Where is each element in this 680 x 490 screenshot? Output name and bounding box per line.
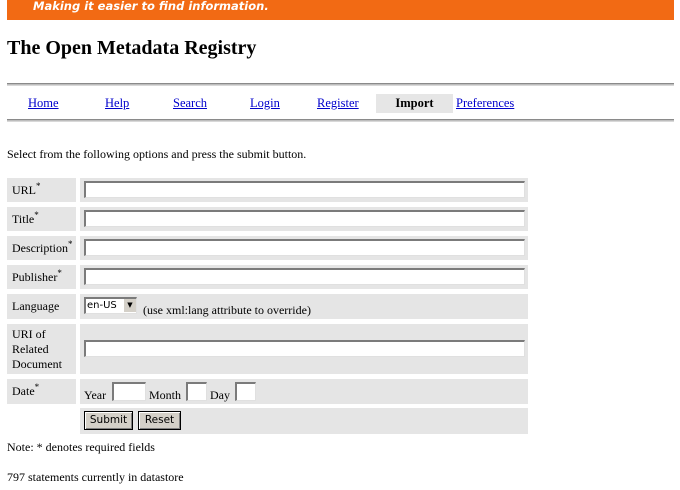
nav-home-link[interactable]: Home [28, 96, 59, 110]
url-label [7, 178, 76, 202]
year-input[interactable] [112, 382, 146, 401]
date-field-cell [80, 379, 528, 404]
language-selected-value: en-US [87, 300, 117, 311]
description-field-cell [80, 236, 528, 260]
chevron-down-icon[interactable]: ▼ [123, 299, 136, 312]
publisher-label-text: Publisher [12, 270, 58, 284]
nav-import-tab[interactable]: Import [376, 94, 453, 113]
description-label-text: Description [12, 241, 68, 255]
nav-help-link[interactable]: Help [105, 96, 130, 110]
nav-divider-top [7, 83, 674, 86]
site-banner [7, 0, 674, 20]
datastore-count: 797 statements currently in datastore [7, 470, 184, 484]
title-label [7, 207, 76, 231]
title-label-text: Title [12, 212, 35, 226]
description-required-mark: * [68, 239, 73, 249]
banner-tagline: Making it easier to find information. [33, 0, 269, 13]
date-label-text: Date [12, 384, 35, 398]
language-hint: (use xml:lang attribute to override) [143, 303, 311, 317]
month-input[interactable] [186, 382, 207, 401]
url-required-mark: * [36, 181, 41, 191]
page-title: The Open Metadata Registry [7, 37, 257, 59]
nav-search-link[interactable]: Search [173, 96, 208, 110]
reset-button[interactable]: Reset [138, 411, 181, 430]
date-required-mark: * [34, 382, 40, 392]
title-field-cell [80, 207, 528, 231]
related-document-input[interactable] [84, 340, 525, 357]
day-input[interactable] [235, 382, 256, 401]
related-label-line2: Related [12, 342, 49, 356]
title-required-mark: * [34, 210, 39, 220]
day-label: Day [210, 388, 230, 402]
language-label-text: Language [12, 299, 60, 313]
form-instructions: Select from the following options and press the submit button. [7, 147, 307, 161]
description-label [7, 236, 76, 260]
description-input[interactable] [84, 239, 525, 256]
title-input[interactable] [84, 210, 525, 227]
related-document-field-cell [80, 324, 528, 374]
publisher-required-mark: * [57, 268, 62, 278]
required-fields-note: Note: * denotes required fields [7, 440, 155, 454]
url-input[interactable] [84, 181, 525, 198]
publisher-label [7, 265, 76, 289]
related-label-line1: URI of [12, 327, 46, 341]
language-select[interactable] [84, 297, 137, 314]
url-field-cell [80, 178, 528, 202]
year-label: Year [84, 388, 107, 402]
form-actions [80, 408, 528, 434]
nav-register-link[interactable]: Register [317, 96, 359, 110]
submit-button[interactable]: Submit [84, 411, 133, 430]
language-label [7, 294, 76, 319]
language-field-cell [80, 294, 528, 319]
nav-divider-bottom [7, 119, 674, 122]
nav-login-link[interactable]: Login [250, 96, 280, 110]
nav-preferences-link[interactable]: Preferences [456, 96, 515, 110]
publisher-input[interactable] [84, 268, 525, 285]
url-label-text: URL [12, 183, 36, 197]
main-nav [7, 94, 674, 114]
publisher-field-cell [80, 265, 528, 289]
related-document-label [7, 324, 76, 374]
date-label [7, 379, 76, 404]
related-label-line3: Document [12, 357, 62, 371]
month-label: Month [149, 388, 182, 402]
